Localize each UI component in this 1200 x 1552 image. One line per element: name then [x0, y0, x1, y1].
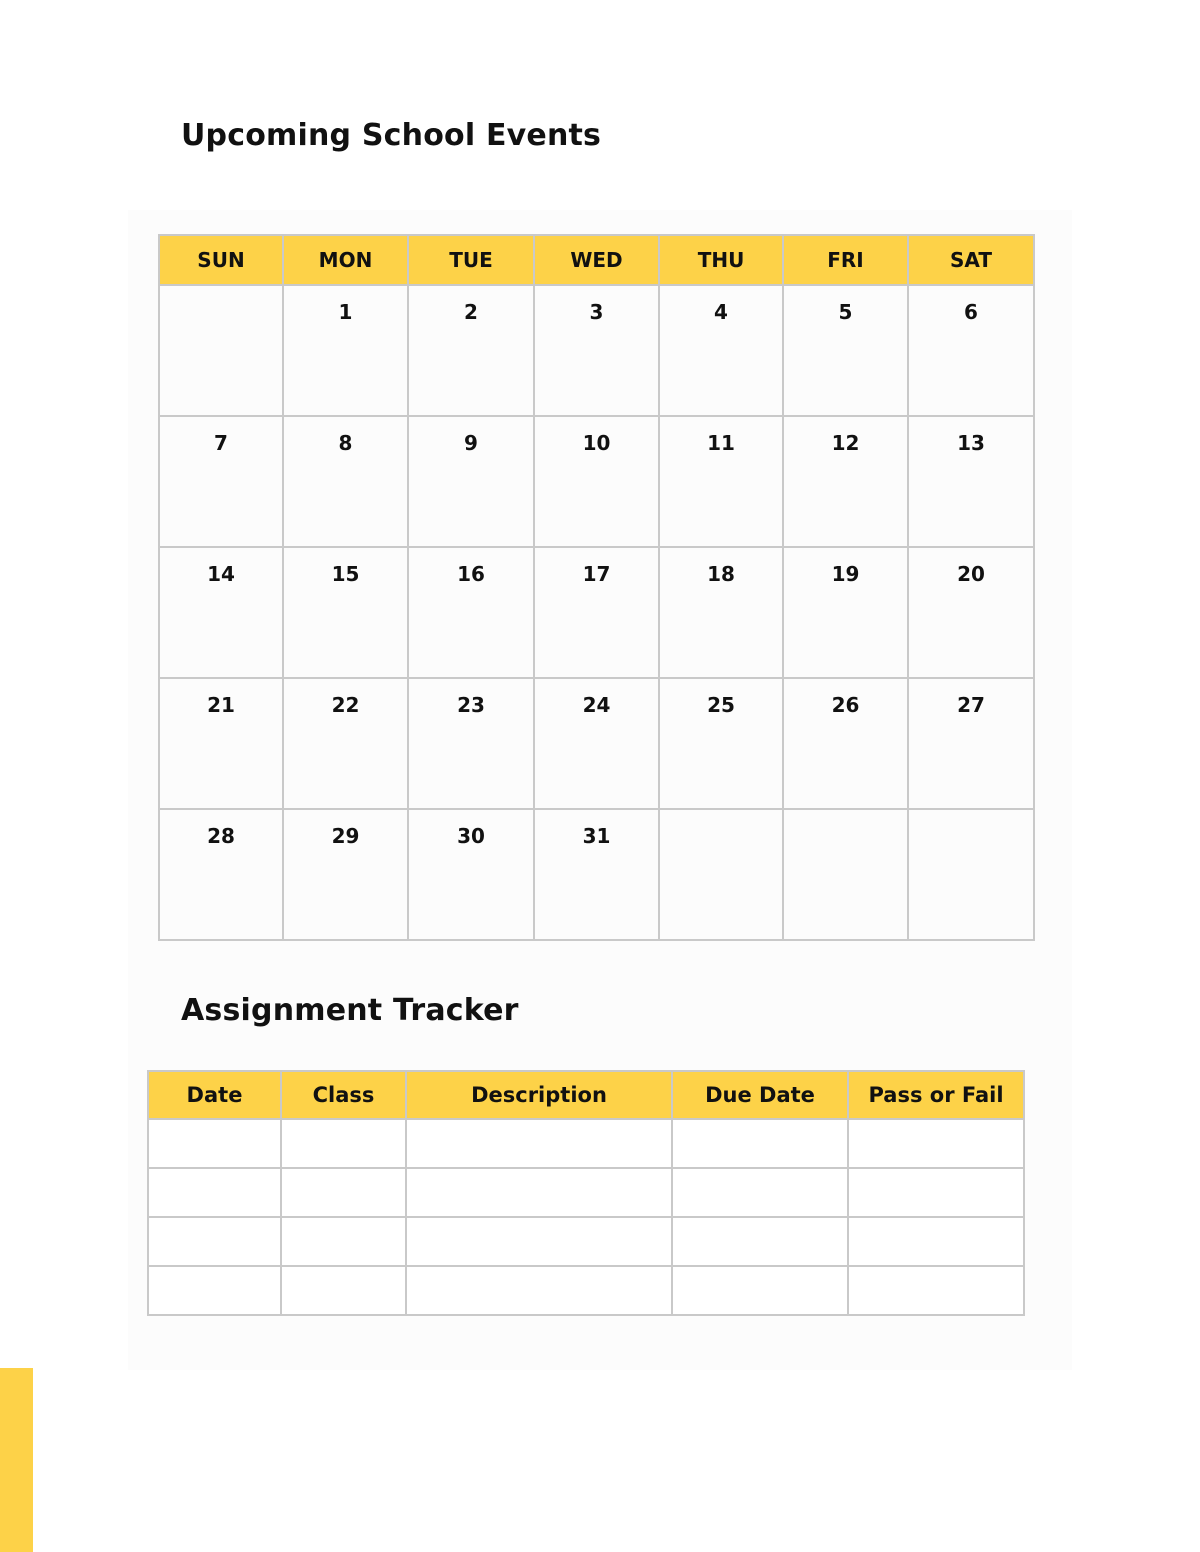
- tracker-title: Assignment Tracker: [181, 993, 519, 1028]
- tracker-cell[interactable]: [281, 1119, 406, 1168]
- calendar-day-cell[interactable]: 22: [283, 678, 408, 809]
- day-header-fri: FRI: [783, 235, 908, 285]
- calendar-day-cell[interactable]: 5: [783, 285, 908, 416]
- calendar-day-cell[interactable]: 14: [159, 547, 283, 678]
- calendar-day-cell[interactable]: 7: [159, 416, 283, 547]
- tracker-cell[interactable]: [281, 1217, 406, 1266]
- table-row: [148, 1217, 1024, 1266]
- calendar-day-cell[interactable]: [783, 809, 908, 940]
- calendar-day-cell[interactable]: 25: [659, 678, 783, 809]
- tracker-header-row: [148, 1071, 1024, 1119]
- column-header-due-date: Due Date: [672, 1071, 848, 1119]
- day-header-tue: TUE: [408, 235, 534, 285]
- events-calendar: [158, 234, 1035, 941]
- calendar-day-cell[interactable]: 13: [908, 416, 1034, 547]
- calendar-day-cell[interactable]: 17: [534, 547, 659, 678]
- day-header-thu: THU: [659, 235, 783, 285]
- calendar-header-row: [159, 235, 1034, 285]
- calendar-day-cell[interactable]: 9: [408, 416, 534, 547]
- calendar-day-cell[interactable]: 30: [408, 809, 534, 940]
- tracker-cell[interactable]: [672, 1119, 848, 1168]
- column-header-class: Class: [281, 1071, 406, 1119]
- column-header-description: Description: [406, 1071, 672, 1119]
- tracker-cell[interactable]: [148, 1119, 281, 1168]
- calendar-week-row: [159, 547, 1034, 678]
- calendar-day-cell[interactable]: [659, 809, 783, 940]
- calendar-day-cell[interactable]: 11: [659, 416, 783, 547]
- tracker-cell[interactable]: [848, 1168, 1024, 1217]
- day-header-sun: SUN: [159, 235, 283, 285]
- calendar-day-cell[interactable]: 19: [783, 547, 908, 678]
- calendar-day-cell[interactable]: 12: [783, 416, 908, 547]
- calendar-day-cell[interactable]: 3: [534, 285, 659, 416]
- tracker-cell[interactable]: [848, 1266, 1024, 1315]
- tracker-cell[interactable]: [406, 1168, 672, 1217]
- day-header-wed: WED: [534, 235, 659, 285]
- tracker-cell[interactable]: [406, 1217, 672, 1266]
- calendar-week-row: [159, 809, 1034, 940]
- tracker-cell[interactable]: [148, 1266, 281, 1315]
- tracker-cell[interactable]: [848, 1217, 1024, 1266]
- tracker-cell[interactable]: [406, 1119, 672, 1168]
- tracker-cell[interactable]: [672, 1217, 848, 1266]
- calendar-day-cell[interactable]: 31: [534, 809, 659, 940]
- calendar-day-cell[interactable]: 20: [908, 547, 1034, 678]
- day-header-mon: MON: [283, 235, 408, 285]
- tracker-cell[interactable]: [848, 1119, 1024, 1168]
- calendar-day-cell[interactable]: 29: [283, 809, 408, 940]
- calendar-week-row: [159, 678, 1034, 809]
- table-row: [148, 1266, 1024, 1315]
- tracker-cell[interactable]: [672, 1168, 848, 1217]
- calendar-day-cell[interactable]: 16: [408, 547, 534, 678]
- accent-side-bar: [0, 1368, 33, 1552]
- calendar-day-cell[interactable]: 4: [659, 285, 783, 416]
- calendar-day-cell[interactable]: 21: [159, 678, 283, 809]
- calendar-day-cell[interactable]: 2: [408, 285, 534, 416]
- calendar-day-cell[interactable]: 1: [283, 285, 408, 416]
- calendar-week-row: [159, 416, 1034, 547]
- tracker-cell[interactable]: [148, 1217, 281, 1266]
- tracker-cell[interactable]: [148, 1168, 281, 1217]
- events-title: Upcoming School Events: [181, 118, 602, 153]
- tracker-cell[interactable]: [281, 1266, 406, 1315]
- tracker-cell[interactable]: [406, 1266, 672, 1315]
- day-header-sat: SAT: [908, 235, 1034, 285]
- calendar-day-cell[interactable]: 18: [659, 547, 783, 678]
- calendar-day-cell[interactable]: 23: [408, 678, 534, 809]
- calendar-day-cell[interactable]: 24: [534, 678, 659, 809]
- calendar-week-row: [159, 285, 1034, 416]
- column-header-date: Date: [148, 1071, 281, 1119]
- calendar-day-cell[interactable]: 10: [534, 416, 659, 547]
- table-row: [148, 1168, 1024, 1217]
- calendar-day-cell[interactable]: 15: [283, 547, 408, 678]
- calendar-day-cell[interactable]: 8: [283, 416, 408, 547]
- column-header-pass-or-fail: Pass or Fail: [848, 1071, 1024, 1119]
- calendar-day-cell[interactable]: 26: [783, 678, 908, 809]
- tracker-cell[interactable]: [281, 1168, 406, 1217]
- calendar-day-cell[interactable]: 6: [908, 285, 1034, 416]
- calendar-day-cell[interactable]: [908, 809, 1034, 940]
- calendar-day-cell[interactable]: 28: [159, 809, 283, 940]
- assignment-tracker-table: [147, 1070, 1025, 1316]
- table-row: [148, 1119, 1024, 1168]
- tracker-cell[interactable]: [672, 1266, 848, 1315]
- calendar-day-cell[interactable]: [159, 285, 283, 416]
- calendar-day-cell[interactable]: 27: [908, 678, 1034, 809]
